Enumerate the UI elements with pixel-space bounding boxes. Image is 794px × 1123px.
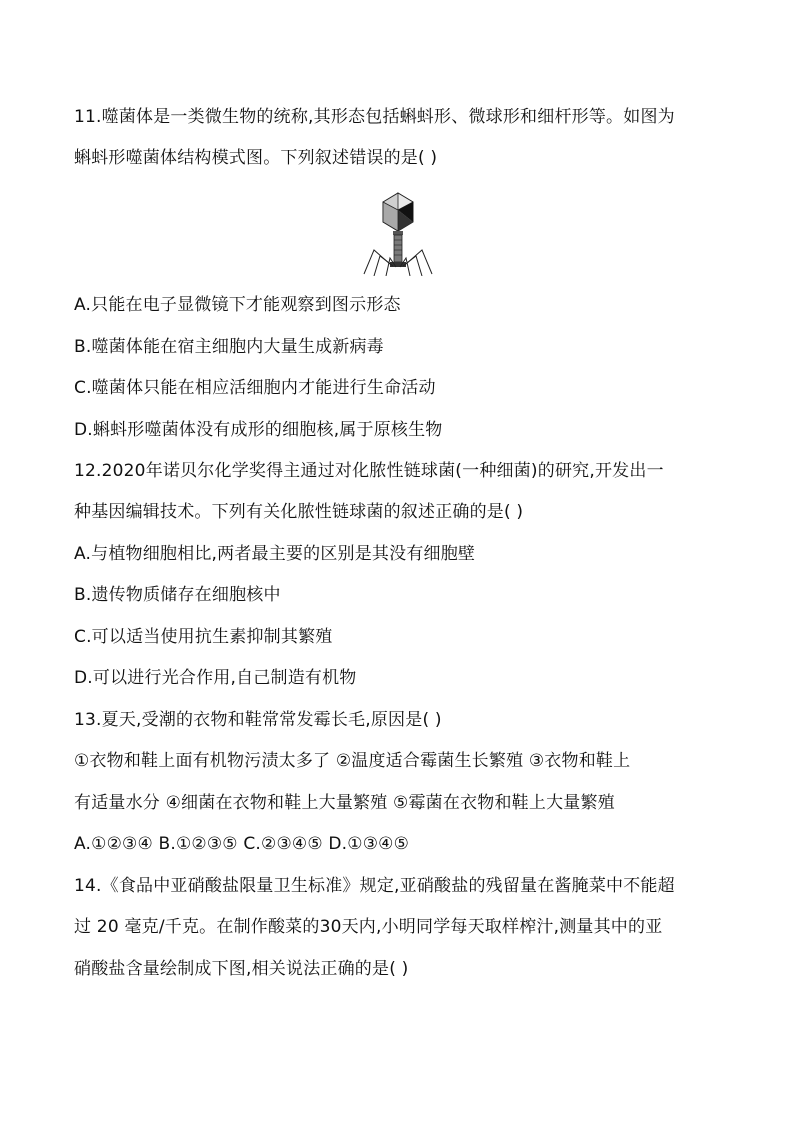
q13-statements-line-1: ①衣物和鞋上面有机物污渍太多了 ②温度适合霉菌生长繁殖 ③衣物和鞋上 (74, 751, 631, 771)
q13-statements-line-2: 有适量水分 ④细菌在衣物和鞋上大量繁殖 ⑤霉菌在衣物和鞋上大量繁殖 (74, 793, 615, 813)
q12-option-a: A.与植物细胞相比,两者最主要的区别是其没有细胞壁 (74, 544, 476, 564)
q11-option-a: A.只能在电子显微镜下才能观察到图示形态 (74, 295, 401, 315)
q11-option-d: D.蝌蚪形噬菌体没有成形的细胞核,属于原核生物 (74, 420, 443, 440)
q12-option-b: B.遗传物质储存在细胞核中 (74, 585, 281, 605)
q12-option-c: C.可以适当使用抗生素抑制其繁殖 (74, 627, 333, 647)
q13-stem: 13.夏天,受潮的衣物和鞋常常发霉长毛,原因是( ) (74, 710, 442, 730)
bacteriophage-icon (360, 190, 436, 276)
q13-options: A.①②③④ B.①②③⑤ C.②③④⑤ D.①③④⑤ (74, 834, 410, 854)
q14-stem-line-1: 14.《食品中亚硝酸盐限量卫生标准》规定,亚硝酸盐的残留量在酱腌菜中不能超 (74, 876, 675, 896)
q12-option-d: D.可以进行光合作用,自己制造有机物 (74, 668, 357, 688)
q14-stem-line-2: 过 20 毫克/千克。在制作酸菜的30天内,小明同学每天取样榨汁,测量其中的亚 (74, 917, 663, 937)
q12-stem-line-2: 种基因编辑技术。下列有关化脓性链球菌的叙述正确的是( ) (74, 502, 524, 522)
q12-stem-line-1: 12.2020年诺贝尔化学奖得主通过对化脓性链球菌(一种细菌)的研究,开发出一 (74, 461, 664, 481)
q11-stem-line-2: 蝌蚪形噬菌体结构模式图。下列叙述错误的是( ) (74, 148, 438, 168)
q14-stem-line-3: 硝酸盐含量绘制成下图,相关说法正确的是( ) (74, 959, 409, 979)
q11-option-c: C.噬菌体只能在相应活细胞内才能进行生命活动 (74, 378, 436, 398)
q11-option-b: B.噬菌体能在宿主细胞内大量生成新病毒 (74, 337, 384, 357)
q11-stem-line-1: 11.噬菌体是一类微生物的统称,其形态包括蝌蚪形、微球形和细杆形等。如图为 (74, 107, 675, 127)
